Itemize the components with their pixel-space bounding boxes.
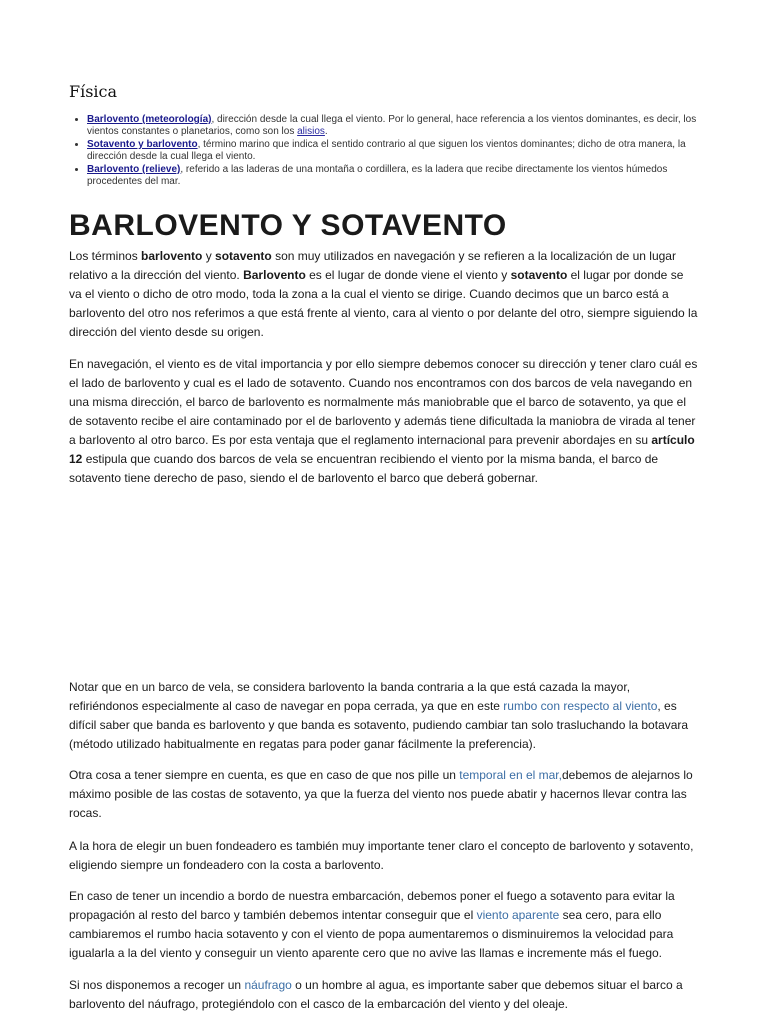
list-item [87,114,717,138]
bold-term: barlovento [141,249,203,263]
text: A la hora de elegir un buen fondeadero es también muy importante tener claro el concepto de barlovento y sotavento, eligiendo siempre un fondeadero con la costa a barlovento. [69,839,694,872]
text: En caso de tener un incendio a bordo de nuestra embarcación, debemos poner el fuego a sotavento para evitar la propagación al resto del barco y también debemos intentar conseguir que el [69,889,675,922]
paragraph-intro [69,247,699,342]
text: sea cero, para ello cambiaremos el rumbo hacia sotavento y con el viento de popa aumentaremos o disminuiremos la velocidad para igualarla a la del viento y conseguir un viento aparente cero que no avive las llamas e incremente más el fuego. [69,908,674,960]
section-heading-fisica: Física [69,82,118,101]
text: o un hombre al agua, es importante saber que debemos situar el barco a barlovento del náufrago, protegiéndolo con el casco de la embarcación del viento y del oleaje. [69,978,683,1011]
list-item [87,139,717,163]
text: estipula que cuando dos barcos de vela se encuentran recibiendo el viento por la misma banda, el barco de sotavento tiene derecho de paso, siendo el de barlovento el barco que deberá gobernar. [69,452,659,485]
text: , es difícil saber que banda es barlovento y que banda es sotavento, pudiendo cambiar tan solo trasluchando la botavara (método utilizado habitualmente en regatas para poder ganar fácilmente la preferencia). [69,699,689,751]
definition-text: , referido a las laderas de una montaña o cordillera, es la ladera que recibe directamente los vientos húmedos procedentes del mar. [87,164,668,187]
text: y [202,249,216,263]
text: debemos de alejarnos lo máximo posible de las costas de sotavento, ya que la fuerza del viento nos puede abatir y hacernos llevar contra las rocas. [69,768,693,820]
paragraph-naufrago [69,976,699,1014]
paragraph-fondeadero [69,837,699,875]
naufrago-link[interactable]: náufrago [244,978,292,992]
definition-term-link[interactable]: Barlovento (meteorología) [87,114,212,125]
main-title: BARLOVENTO Y SOTAVENTO [69,209,507,242]
text: es el lugar de donde viene el viento y [305,268,511,282]
bold-term: artículo 12 [69,433,695,466]
definition-term-link[interactable]: Barlovento (relieve) [87,164,181,175]
temporal-link[interactable]: temporal en el mar, [459,768,562,782]
definition-text: , término marino que indica el sentido contrario al que siguen los vientos dominantes; dicho de otra manera, la dirección desde la cual llega el viento. [87,139,686,162]
paragraph-navegacion [69,355,699,488]
text: Los términos [69,249,142,263]
bold-term: Barlovento [243,268,306,282]
definition-text: , dirección desde la cual llega el viento. Por lo general, hace referencia a los vientos dominantes, es decir, los vientos constantes o planetarios, como son los [87,114,697,137]
bold-term: sotavento [510,268,568,282]
alisios-link[interactable]: alisios [297,126,325,137]
definition-text: . [324,126,328,137]
definitions-list [69,114,717,189]
text: son muy utilizados en navegación y se refieren a la localización de un lugar relativo a la dirección del viento. [69,249,676,282]
definition-term-link[interactable]: Sotavento y barlovento [87,139,198,150]
text: el lugar por donde se va el viento o dicho de otro modo, toda la zona a la cual el viento se dirige. Cuando decimos que un barco está a barlovento del otro nos referimos a que está frente al viento, cara al viento o por delante del otro, siempre siguiendo la dirección del viento desde su origen. [69,268,698,339]
paragraph-incendio [69,887,699,963]
list-item [87,164,717,188]
paragraph-temporal [69,766,699,823]
paragraph-banda [69,678,699,754]
text: En navegación, el viento es de vital importancia y por ello siempre debemos conocer su dirección y tener claro cuál es el lado de barlovento y cual es el lado de sotavento. Cuando nos encontramos con dos barcos de vela navegando en una misma dirección, el barco de barlovento es normalmente más maniobrable que el barco de sotavento, ya que el de sotavento recibe el aire contaminado por el de barlovento y además tiene dificultada la maniobra de virada al tener a barlovento al otro barco. Es por esta ventaja que el reglamento internacional para prevenir abordajes en su [69,357,698,447]
viento-aparente-link[interactable]: viento aparente [476,908,560,922]
text: Notar que en un barco de vela, se considera barlovento la banda contraria a la que está cazada la mayor, refiriéndonos especialmente al caso de navegar en popa cerrada, ya que en este [69,680,631,713]
rumbo-link[interactable]: rumbo con respecto al viento [503,699,658,713]
bold-term: sotavento [215,249,272,263]
text: Si nos disponemos a recoger un [69,978,245,992]
text: Otra cosa a tener siempre en cuenta, es que en caso de que nos pille un [69,768,460,782]
